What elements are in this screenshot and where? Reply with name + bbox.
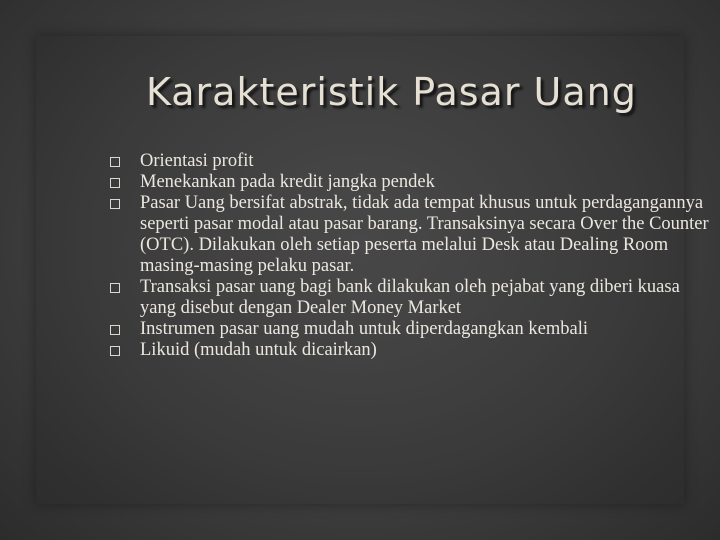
bullet-item <box>108 277 712 319</box>
square-outline-icon <box>110 325 120 335</box>
bullet-text: Menekankan pada kredit jangka pendek <box>140 172 435 192</box>
bullet-item <box>108 340 712 361</box>
bullet-item <box>108 172 712 193</box>
square-outline-icon <box>110 157 120 167</box>
bullet-text: Likuid (mudah untuk dicairkan) <box>140 340 377 360</box>
square-outline-icon <box>110 346 120 356</box>
bullet-text: Transaksi pasar uang bagi bank dilakukan oleh pejabat yang diberi kuasa yang disebut dengan Dealer Money Market <box>140 277 680 318</box>
square-outline-icon <box>110 199 120 209</box>
bullet-item <box>108 319 712 340</box>
bullet-item <box>108 193 712 277</box>
square-outline-icon <box>110 283 120 293</box>
bullet-text: Pasar Uang bersifat abstrak, tidak ada tempat khusus untuk perdagangannya seperti pasar modal atau pasar barang. Transaksinya secara Over the Counter (OTC). Dilakukan oleh setiap peserta melalui Desk atau Dealing Room masing-masing pelaku pasar. <box>140 193 709 276</box>
slide-title: Karakteristik Pasar Uang <box>146 70 637 114</box>
bullet-list <box>108 151 712 361</box>
bullet-text: Instrumen pasar uang mudah untuk diperdagangkan kembali <box>140 319 588 339</box>
square-outline-icon <box>110 178 120 188</box>
bullet-text: Orientasi profit <box>140 151 254 171</box>
bullet-item <box>108 151 712 172</box>
